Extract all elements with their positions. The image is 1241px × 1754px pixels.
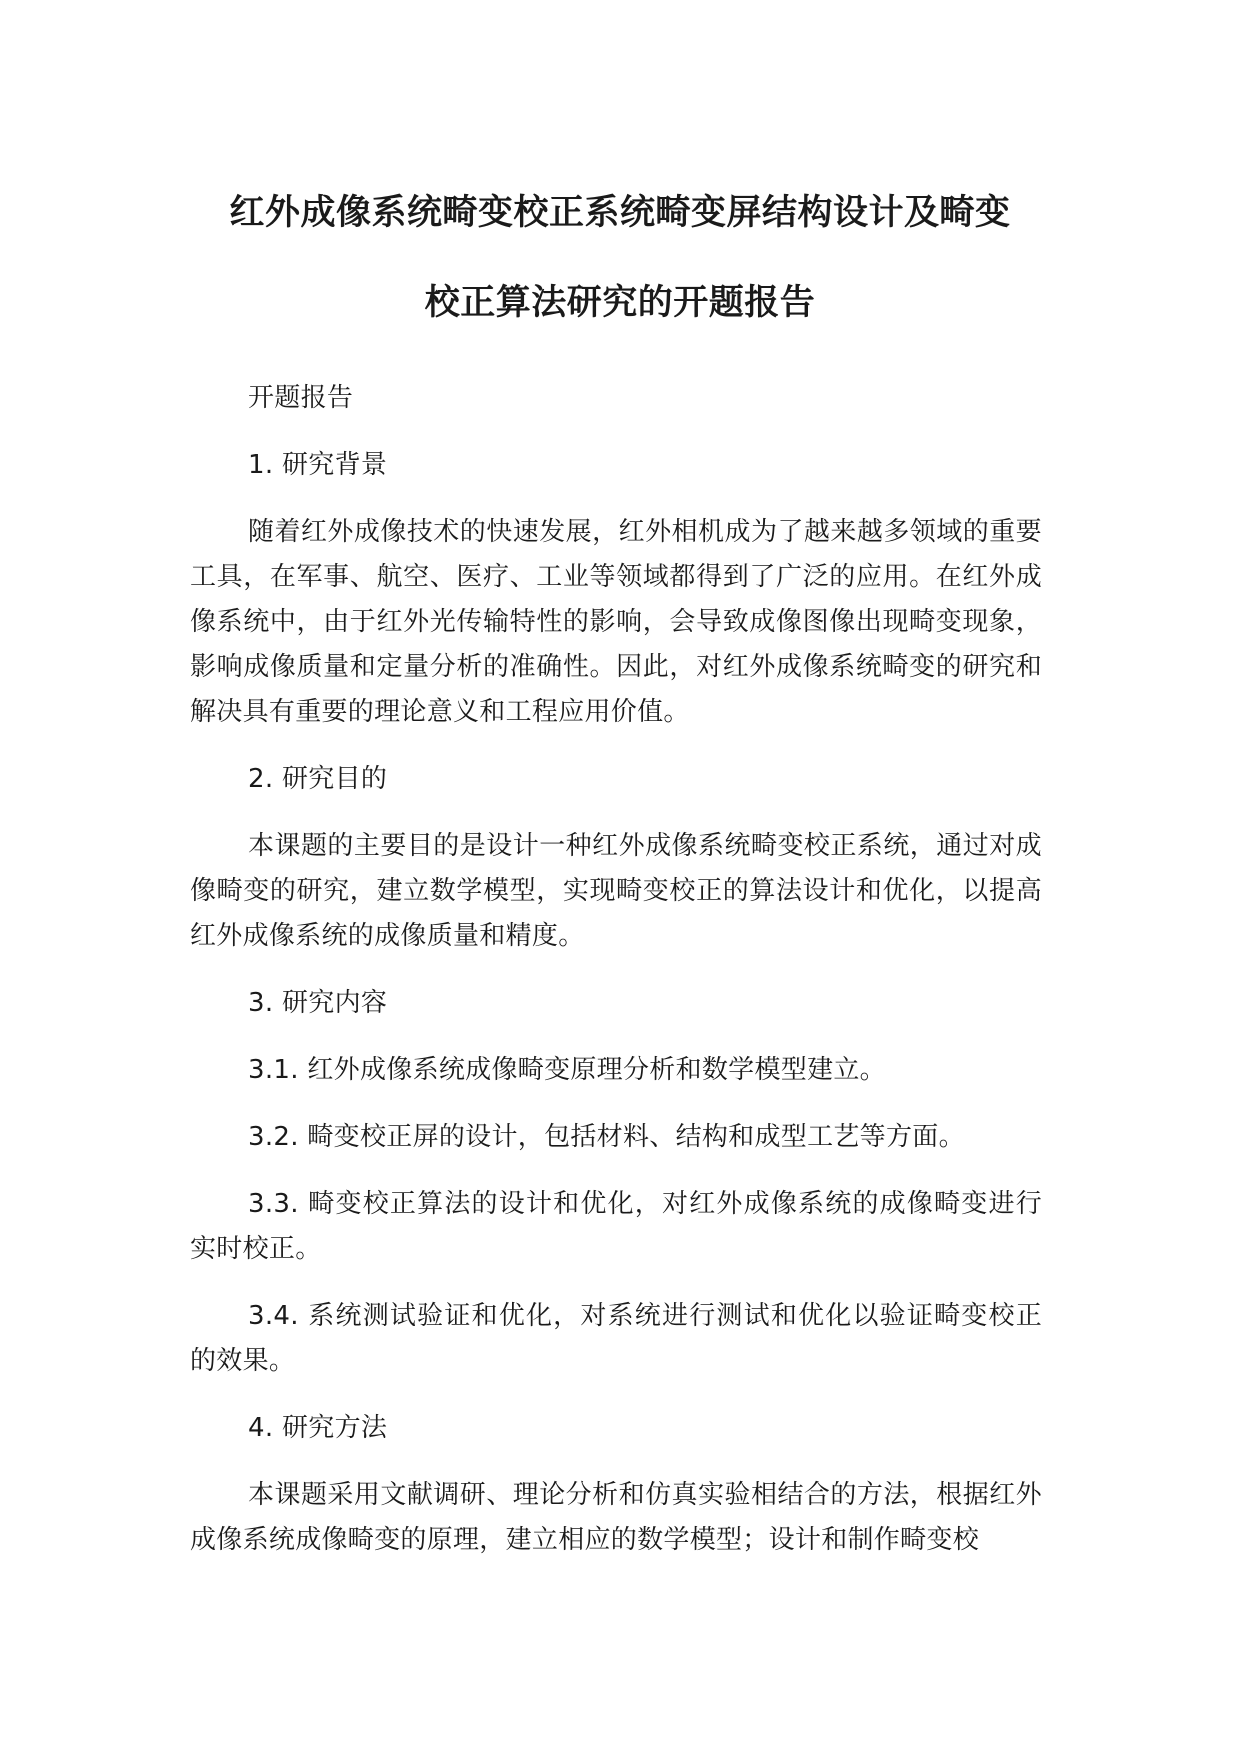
section-label: 开题报告 [248, 383, 354, 413]
heading-research-background: 1. 研究背景 [248, 450, 388, 480]
heading-research-content: 3. 研究内容 [248, 988, 388, 1018]
heading-research-purpose: 2. 研究目的 [248, 764, 388, 794]
content-item-3-1: 3.1. 红外成像系统成像畸变原理分析和数学模型建立。 [248, 1055, 886, 1085]
content-item-3-4: 3.4. 系统测试验证和优化，对系统进行测试和优化以验证畸变校正的效果。 [190, 1301, 1042, 1376]
paragraph-method: 本课题采用文献调研、理论分析和仿真实验相结合的方法，根据红外成像系统成像畸变的原理，建立相应的数学模型；设计和制作畸变校 [190, 1480, 1042, 1555]
title-line-1: 红外成像系统畸变校正系统畸变屏结构设计及畸变 [229, 193, 1011, 233]
document-title [180, 168, 1060, 348]
paragraph-background: 随着红外成像技术的快速发展，红外相机成为了越来越多领域的重要工具，在军事、航空、医疗、工业等领域都得到了广泛的应用。在红外成像系统中，由于红外光传输特性的影响，会导致成像图像出现畸变现象，影响成像质量和定量分析的准确性。因此，对红外成像系统畸变的研究和解决具有重要的理论意义和工程应用价值。 [190, 517, 1042, 727]
document-body [190, 376, 1042, 1585]
paragraph-purpose: 本课题的主要目的是设计一种红外成像系统畸变校正系统，通过对成像畸变的研究，建立数学模型，实现畸变校正的算法设计和优化，以提高红外成像系统的成像质量和精度。 [190, 831, 1042, 951]
title-line-2: 校正算法研究的开题报告 [424, 283, 816, 323]
content-item-3-2: 3.2. 畸变校正屏的设计，包括材料、结构和成型工艺等方面。 [248, 1122, 965, 1152]
content-item-3-3: 3.3. 畸变校正算法的设计和优化，对红外成像系统的成像畸变进行实时校正。 [190, 1189, 1042, 1264]
heading-research-method: 4. 研究方法 [248, 1413, 388, 1443]
